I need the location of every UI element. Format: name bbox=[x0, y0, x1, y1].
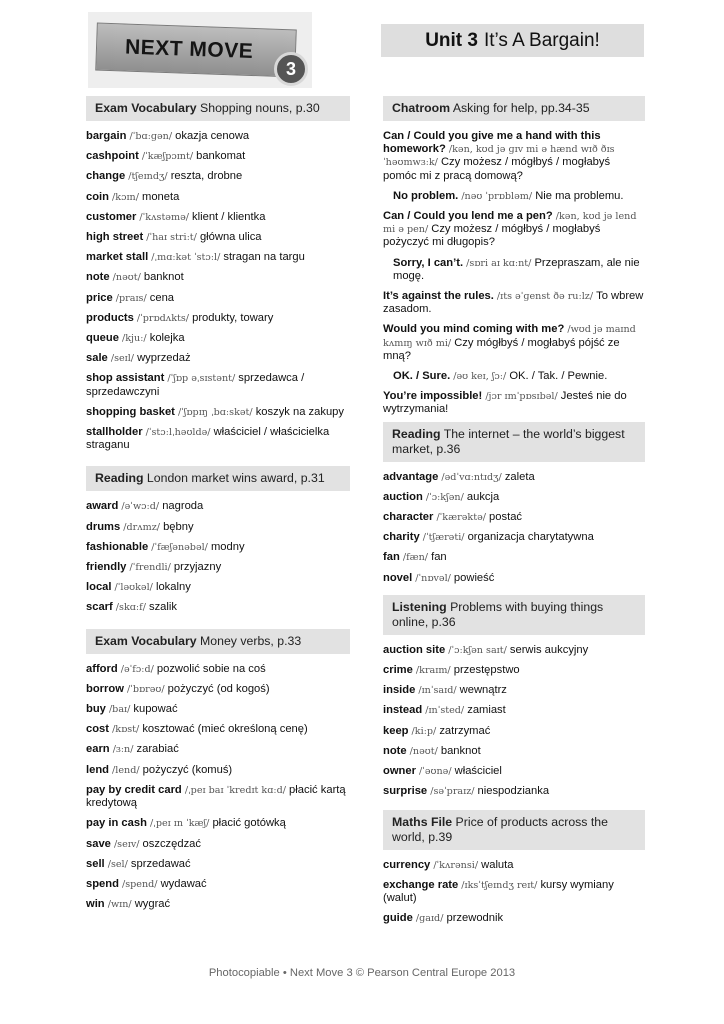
page-footer: Photocopiable • Next Move 3 © Pearson Central Europe 2013 bbox=[208, 967, 516, 979]
section-header bbox=[383, 422, 645, 462]
vocab-phonetic: /seɪl/ bbox=[107, 353, 138, 365]
vocab-word: novel bbox=[383, 571, 413, 584]
vocab-word: inside bbox=[383, 684, 416, 697]
vocab-entry bbox=[383, 491, 645, 504]
section-header-bold: Chatroom bbox=[392, 101, 451, 115]
vocab-section bbox=[383, 810, 645, 926]
vocab-translation: właściciel bbox=[454, 765, 502, 778]
vocab-translation: produkty, towary bbox=[192, 311, 274, 324]
vocab-phonetic: /kən, kʊd jə lend mi ə pen/ bbox=[383, 211, 637, 236]
section-header-text: Problems with buying things online, p.36 bbox=[392, 599, 604, 629]
vocab-entry bbox=[383, 859, 645, 872]
vocab-entry bbox=[86, 130, 350, 143]
vocab-translation: oszczędzać bbox=[142, 837, 201, 850]
vocab-entry bbox=[383, 323, 645, 363]
vocab-word: shopping basket bbox=[86, 405, 175, 418]
vocab-entry bbox=[86, 878, 350, 891]
vocab-phonetic: /spend/ bbox=[118, 878, 161, 890]
vocab-translation: Przepraszam, ale nie mogę. bbox=[393, 256, 640, 282]
section-header bbox=[383, 96, 645, 121]
vocab-entry bbox=[383, 785, 645, 798]
vocab-translation: kolejka bbox=[149, 332, 185, 345]
vocab-translation: wewnątrz bbox=[459, 684, 507, 697]
vocab-translation: płacić gotówką bbox=[212, 817, 286, 830]
vocab-translation: wyprzedaż bbox=[137, 352, 191, 365]
vocab-phonetic: /ɪnˈsted/ bbox=[422, 705, 468, 717]
vocab-entry bbox=[86, 898, 350, 911]
vocab-translation: właściciel / właścicielka straganu bbox=[86, 426, 330, 452]
vocab-translation: OK. / Tak. / Pewnie. bbox=[509, 370, 608, 383]
vocab-word: local bbox=[86, 581, 112, 594]
vocab-word: queue bbox=[86, 332, 119, 345]
vocab-phonetic: /ˈʃɒp əˌsɪstənt/ bbox=[164, 373, 239, 385]
vocab-word: shop assistant bbox=[86, 372, 165, 385]
vocab-phonetic: /drʌmz/ bbox=[120, 521, 164, 533]
vocab-word: exchange rate bbox=[383, 878, 459, 891]
vocab-section bbox=[86, 96, 350, 452]
vocab-phonetic: /baɪ/ bbox=[105, 704, 134, 716]
vocab-phonetic: /ˈbɑːɡən/ bbox=[126, 131, 176, 142]
left-column bbox=[86, 96, 350, 911]
vocab-word: market stall bbox=[86, 251, 149, 264]
vocab-entry bbox=[383, 511, 645, 524]
vocab-entry bbox=[383, 130, 645, 183]
vocab-phonetic: /ˈnɒvəl/ bbox=[412, 572, 454, 584]
vocab-phonetic: /ˈstɔːlˌhəʊldə/ bbox=[142, 427, 214, 439]
vocab-phonetic: /ˈkʌrənsi/ bbox=[430, 859, 482, 871]
vocab-translation: pożyczyć (komuś) bbox=[142, 763, 233, 776]
vocab-word: afford bbox=[86, 662, 118, 675]
vocab-phonetic: /ˈfæʃənəbəl/ bbox=[148, 541, 211, 553]
vocab-entry bbox=[383, 684, 645, 697]
vocab-entry bbox=[383, 390, 645, 416]
vocab-phonetic: /ˈhaɪ striːt/ bbox=[143, 232, 200, 244]
vocab-word: customer bbox=[86, 210, 137, 223]
vocab-list bbox=[383, 121, 645, 417]
vocab-phonetic: /əˈfɔːd/ bbox=[117, 663, 157, 675]
right-column bbox=[383, 96, 645, 925]
vocab-entry bbox=[86, 406, 350, 419]
vocab-phonetic: /skɑːf/ bbox=[112, 602, 149, 614]
vocab-translation: zatrzymać bbox=[439, 724, 491, 737]
vocab-phonetic: /ˌpeɪ ɪn ˈkæʃ/ bbox=[146, 818, 213, 830]
vocab-entry bbox=[383, 572, 645, 585]
vocab-entry bbox=[86, 426, 350, 452]
vocab-phonetic: /ɡaɪd/ bbox=[412, 913, 447, 925]
vocab-word: advantage bbox=[383, 470, 439, 483]
vocab-phonetic: /kɔɪn/ bbox=[109, 191, 142, 203]
vocab-phonetic: /səˈpraɪz/ bbox=[427, 786, 478, 798]
vocab-phonetic: /fæn/ bbox=[399, 552, 432, 564]
vocab-entry bbox=[86, 150, 350, 163]
vocab-translation: sprzedawać bbox=[130, 857, 191, 870]
vocab-phonetic: /ˈkærəktə/ bbox=[433, 512, 490, 524]
vocab-word: surprise bbox=[383, 785, 428, 798]
vocab-section bbox=[383, 96, 645, 417]
vocab-translation: zarabiać bbox=[136, 743, 179, 756]
vocab-entry bbox=[383, 725, 645, 738]
vocab-entry bbox=[383, 370, 645, 383]
vocab-word: change bbox=[86, 170, 126, 183]
vocab-list bbox=[86, 654, 350, 912]
section-header-text: Shopping nouns, p.30 bbox=[196, 101, 320, 115]
vocab-word: high street bbox=[86, 231, 144, 244]
vocab-phonetic: /wɪn/ bbox=[104, 899, 135, 911]
vocab-word: scarf bbox=[86, 601, 113, 614]
vocab-word: save bbox=[86, 837, 111, 850]
vocab-word: sale bbox=[86, 352, 108, 365]
vocab-translation: serwis aukcyjny bbox=[509, 643, 589, 656]
vocab-word: instead bbox=[383, 704, 423, 717]
vocab-entry bbox=[86, 601, 350, 614]
vocab-phonetic: /ˈbɒrəʊ/ bbox=[123, 683, 168, 695]
vocab-word: OK. / Sure. bbox=[393, 370, 451, 383]
vocab-word: earn bbox=[86, 743, 110, 756]
vocab-phonetic: /kraɪm/ bbox=[412, 665, 454, 677]
vocab-word: keep bbox=[383, 724, 409, 737]
vocab-phonetic: /ˈʃɒpɪŋ ˌbɑːskət/ bbox=[174, 406, 256, 418]
vocab-word: currency bbox=[383, 858, 431, 871]
vocab-word: fan bbox=[383, 551, 400, 564]
section-header-text: London market wins award, p.31 bbox=[143, 471, 325, 486]
vocab-entry bbox=[383, 190, 645, 203]
vocab-phonetic: /ɜːn/ bbox=[109, 744, 137, 756]
vocab-word: note bbox=[383, 744, 407, 757]
section-header-text: Asking for help, pp.34-35 bbox=[450, 101, 590, 115]
vocab-entry bbox=[383, 551, 645, 564]
vocab-entry bbox=[86, 332, 350, 345]
unit-title bbox=[381, 24, 644, 57]
section-header-bold: Maths File bbox=[392, 814, 453, 829]
vocab-phonetic: /əˈwɔːd/ bbox=[118, 501, 163, 513]
vocab-translation: szalik bbox=[148, 601, 177, 614]
vocab-translation: kursy wymiany (walut) bbox=[383, 878, 614, 904]
vocab-entry bbox=[86, 292, 350, 305]
section-header-bold: Exam Vocabulary bbox=[95, 633, 197, 648]
vocab-translation: Czy mógłbyś / mogłabyś pójść ze mną? bbox=[383, 336, 620, 362]
vocab-word: spend bbox=[86, 877, 119, 890]
vocab-translation: okazja cenowa bbox=[175, 130, 250, 142]
vocab-entry bbox=[86, 372, 350, 398]
vocab-entry bbox=[86, 784, 350, 810]
section-header-text: Money verbs, p.33 bbox=[196, 633, 302, 648]
vocab-translation: pozwolić sobie na coś bbox=[156, 662, 266, 675]
vocab-entry bbox=[86, 561, 350, 574]
vocab-phonetic: /nəʊ ˈprɒbləm/ bbox=[458, 190, 536, 202]
vocab-phonetic: /ɪnˈsaɪd/ bbox=[415, 685, 460, 697]
vocab-entry bbox=[86, 271, 350, 284]
vocab-translation: Jesteś nie do wytrzymania! bbox=[383, 390, 627, 416]
vocab-translation: Czy możesz / mógłbyś / mogłabyś pomóc mi z pracą domową? bbox=[383, 156, 611, 182]
vocab-entry bbox=[383, 257, 645, 283]
vocab-word: owner bbox=[383, 765, 416, 778]
section-header bbox=[86, 466, 350, 491]
vocab-phonetic: /ˈfrendli/ bbox=[126, 562, 174, 574]
vocab-section bbox=[383, 595, 645, 799]
vocab-word: drums bbox=[86, 520, 121, 533]
vocab-word: bargain bbox=[86, 130, 127, 142]
vocab-entry bbox=[86, 743, 350, 756]
logo-number-badge: 3 bbox=[274, 52, 308, 86]
vocab-translation: banknot bbox=[143, 271, 184, 284]
vocab-entry bbox=[383, 210, 645, 250]
vocab-entry bbox=[86, 170, 350, 183]
vocab-phonetic: /sel/ bbox=[104, 858, 131, 870]
vocab-entry bbox=[383, 644, 645, 657]
vocab-word: sell bbox=[86, 857, 105, 870]
vocab-translation: klient / klientka bbox=[192, 210, 266, 223]
vocab-entry bbox=[383, 704, 645, 717]
vocab-phonetic: /ˈɔːkʃən saɪt/ bbox=[445, 644, 510, 656]
section-header bbox=[86, 629, 350, 654]
vocab-word: Can / Could you lend me a pen? bbox=[383, 210, 553, 223]
vocab-entry bbox=[383, 531, 645, 544]
vocab-translation: reszta, drobne bbox=[170, 170, 243, 183]
vocab-translation: koszyk na zakupy bbox=[255, 405, 345, 418]
vocab-phonetic: /tʃeɪndʒ/ bbox=[125, 171, 171, 183]
section-header-text: The internet – the world’s biggest market, p.36 bbox=[392, 426, 625, 456]
vocab-word: price bbox=[86, 291, 113, 304]
vocab-word: auction site bbox=[383, 643, 446, 656]
vocab-entry bbox=[86, 581, 350, 594]
vocab-list bbox=[86, 121, 350, 452]
vocab-translation: Czy możesz / mógłbyś / mogłabyś pożyczyć mi długopis? bbox=[383, 223, 601, 249]
vocab-section bbox=[383, 422, 645, 585]
vocab-word: award bbox=[86, 500, 119, 513]
section-header bbox=[383, 810, 645, 850]
vocab-translation: organizacja charytatywna bbox=[467, 531, 594, 544]
vocab-phonetic: /ˈɔːkʃən/ bbox=[422, 491, 467, 503]
vocab-translation: sprzedawca / sprzedawczyni bbox=[86, 372, 305, 398]
vocab-translation: moneta bbox=[142, 190, 180, 203]
vocab-word: Can / Could you give me a hand with this homework? bbox=[383, 130, 601, 156]
vocab-phonetic: /əʊ keɪ, ʃɔː/ bbox=[450, 371, 510, 383]
vocab-word: pay in cash bbox=[86, 817, 147, 830]
vocab-entry bbox=[86, 521, 350, 534]
vocab-translation: powieść bbox=[453, 571, 495, 584]
vocab-list bbox=[383, 462, 645, 585]
vocab-entry bbox=[86, 703, 350, 716]
vocab-phonetic: /ɪts əˈɡenst ðə ruːlz/ bbox=[493, 291, 597, 303]
vocab-phonetic: /kɒst/ bbox=[109, 724, 143, 736]
vocab-translation: kupować bbox=[133, 703, 178, 716]
vocab-translation: aukcja bbox=[466, 490, 500, 503]
vocab-translation: bębny bbox=[163, 520, 194, 533]
vocab-entry bbox=[86, 817, 350, 830]
vocab-phonetic: /wʊd jə maɪnd kʌmɪŋ wɪð mi/ bbox=[383, 324, 636, 349]
vocab-entry bbox=[383, 290, 645, 316]
vocab-word: Would you mind coming with me? bbox=[383, 323, 565, 336]
vocab-word: products bbox=[86, 311, 134, 324]
vocab-entry bbox=[86, 312, 350, 325]
vocab-phonetic: /ˈkæʃpɔɪnt/ bbox=[138, 151, 197, 163]
vocab-word: cost bbox=[86, 723, 110, 736]
vocab-entry bbox=[86, 663, 350, 676]
vocab-word: character bbox=[383, 511, 434, 524]
logo-text: NEXT MOVE bbox=[124, 35, 254, 63]
vocab-translation: przestępstwo bbox=[453, 664, 520, 677]
vocab-translation: stragan na targu bbox=[223, 251, 305, 264]
vocab-entry bbox=[383, 664, 645, 677]
vocab-translation: bankomat bbox=[196, 150, 246, 163]
section-header bbox=[383, 595, 645, 635]
vocab-phonetic: /sɒri aɪ kɑːnt/ bbox=[463, 257, 535, 269]
vocab-phonetic: /ˈəʊnə/ bbox=[415, 766, 455, 778]
vocab-word: buy bbox=[86, 703, 106, 716]
vocab-translation: nagroda bbox=[162, 500, 204, 513]
vocab-phonetic: /ɪksˈtʃeɪndʒ reɪt/ bbox=[458, 879, 541, 891]
vocab-phonetic: /praɪs/ bbox=[112, 292, 150, 304]
vocab-translation: przyjazny bbox=[173, 561, 222, 574]
vocab-phonetic: /ˌpeɪ baɪ ˈkredɪt kɑːd/ bbox=[181, 784, 290, 796]
vocab-word: auction bbox=[383, 490, 423, 503]
section-header-bold: Reading bbox=[95, 471, 144, 486]
vocab-phonetic: /nəʊt/ bbox=[109, 272, 144, 284]
vocab-entry bbox=[86, 352, 350, 365]
vocab-translation: przewodnik bbox=[446, 912, 504, 925]
vocab-translation: wydawać bbox=[160, 877, 207, 890]
next-move-logo bbox=[88, 12, 312, 92]
vocab-entry bbox=[86, 251, 350, 264]
vocab-entry bbox=[383, 765, 645, 778]
vocab-translation: kosztować (mieć określoną cenę) bbox=[142, 723, 308, 736]
section-header bbox=[86, 96, 350, 121]
vocab-translation: waluta bbox=[481, 858, 514, 871]
vocab-phonetic: /jɔr ɪmˈpɒsɪbəl/ bbox=[482, 391, 561, 403]
vocab-translation: niespodzianka bbox=[477, 785, 550, 798]
vocab-word: borrow bbox=[86, 682, 124, 695]
vocab-translation: cena bbox=[149, 291, 175, 304]
vocab-entry bbox=[86, 191, 350, 204]
vocab-translation: To wbrew zasadom. bbox=[383, 290, 644, 316]
unit-name: It’s A Bargain! bbox=[483, 29, 600, 51]
vocab-translation: wygrać bbox=[134, 898, 171, 911]
vocab-translation: zaleta bbox=[504, 470, 535, 483]
vocab-word: charity bbox=[383, 531, 420, 544]
vocab-entry bbox=[383, 879, 645, 905]
vocab-phonetic: /ˈləʊkəl/ bbox=[111, 582, 156, 594]
vocab-word: It’s against the rules. bbox=[383, 290, 494, 303]
vocab-entry bbox=[383, 912, 645, 925]
vocab-entry bbox=[86, 723, 350, 736]
vocab-list bbox=[86, 491, 350, 614]
vocab-word: No problem. bbox=[393, 189, 459, 202]
vocab-word: stallholder bbox=[86, 426, 143, 439]
vocab-entry bbox=[86, 211, 350, 224]
vocab-section bbox=[86, 466, 350, 614]
vocab-word: Sorry, I can’t. bbox=[393, 256, 464, 269]
vocab-entry bbox=[383, 745, 645, 758]
vocab-word: friendly bbox=[86, 561, 127, 574]
vocab-entry bbox=[86, 764, 350, 777]
vocab-word: You’re impossible! bbox=[383, 390, 483, 403]
vocab-translation: zamiast bbox=[467, 704, 506, 717]
vocab-entry bbox=[86, 838, 350, 851]
vocab-phonetic: /lend/ bbox=[109, 764, 143, 776]
vocab-translation: główna ulica bbox=[199, 231, 262, 244]
vocab-phonetic: /kiːp/ bbox=[408, 725, 440, 737]
vocab-phonetic: /ˈprɒdʌkts/ bbox=[133, 312, 193, 324]
vocab-word: win bbox=[86, 898, 105, 911]
vocab-translation: Nie ma problemu. bbox=[535, 189, 624, 202]
vocab-list bbox=[383, 635, 645, 799]
vocab-translation: modny bbox=[210, 540, 245, 553]
vocab-phonetic: /kjuː/ bbox=[118, 333, 150, 345]
vocab-word: lend bbox=[86, 763, 109, 776]
section-header-bold: Listening bbox=[392, 599, 447, 614]
vocab-entry bbox=[383, 471, 645, 484]
vocab-entry bbox=[86, 858, 350, 871]
vocab-word: fashionable bbox=[86, 540, 149, 553]
vocab-translation: postać bbox=[489, 511, 523, 524]
unit-label: Unit 3 bbox=[425, 29, 478, 51]
section-header-bold: Exam Vocabulary bbox=[95, 101, 197, 115]
vocab-list bbox=[383, 850, 645, 926]
vocab-phonetic: /ˌmɑːkət ˈstɔːl/ bbox=[148, 252, 224, 264]
section-header-bold: Reading bbox=[392, 426, 441, 441]
vocab-word: cashpoint bbox=[86, 150, 139, 163]
vocab-word: note bbox=[86, 271, 110, 284]
vocab-phonetic: /nəʊt/ bbox=[406, 745, 441, 757]
vocab-translation: fan bbox=[431, 551, 447, 564]
vocab-phonetic: /kən, kʊd jə ɡɪv mi ə hænd wɪð ðɪs ˈhəʊmwɜːk/ bbox=[383, 144, 615, 169]
vocab-translation: pożyczyć (od kogoś) bbox=[167, 682, 270, 695]
section-header-text: Price of products across the world, p.39 bbox=[392, 814, 608, 844]
vocab-section bbox=[86, 629, 350, 912]
vocab-phonetic: /ədˈvɑːntɪdʒ/ bbox=[438, 471, 505, 483]
vocab-entry bbox=[86, 500, 350, 513]
vocab-entry bbox=[86, 231, 350, 244]
vocab-phonetic: /ˈkʌstəmə/ bbox=[136, 211, 193, 223]
vocab-word: pay by credit card bbox=[86, 783, 182, 796]
vocab-entry bbox=[86, 683, 350, 696]
vocab-word: guide bbox=[383, 912, 413, 925]
vocab-translation: banknot bbox=[440, 744, 481, 757]
vocab-phonetic: /seɪv/ bbox=[110, 838, 143, 850]
vocab-translation: płacić kartą kredytową bbox=[86, 783, 346, 810]
vocab-word: coin bbox=[86, 190, 109, 203]
vocab-phonetic: /ˈtʃærəti/ bbox=[419, 532, 468, 544]
vocab-word: crime bbox=[383, 664, 413, 677]
vocab-entry bbox=[86, 541, 350, 554]
vocab-translation: lokalny bbox=[155, 581, 191, 594]
